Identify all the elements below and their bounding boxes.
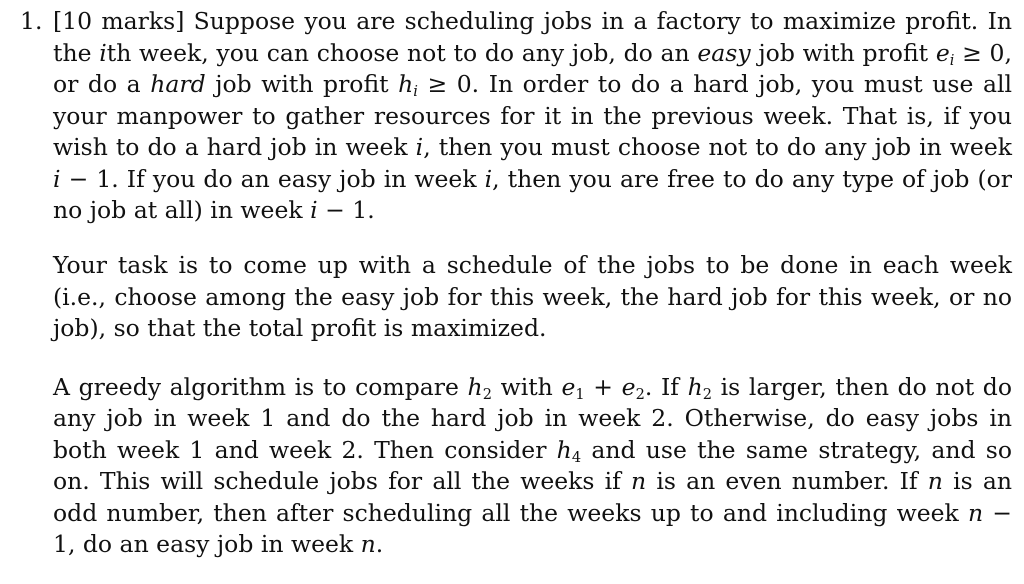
problem-block	[20, 6, 1012, 584]
math-subscript: 4	[571, 448, 582, 466]
text-run: ≥ 0, or do a	[53, 38, 1012, 98]
text-run: job with profit	[205, 70, 399, 98]
text-run: . If	[644, 372, 688, 401]
math-var: n	[927, 467, 943, 495]
math-var: i	[415, 133, 424, 161]
emphasis-easy: easy	[697, 38, 751, 67]
math-var: i	[53, 164, 61, 193]
text-run: .	[375, 530, 384, 558]
text-run: − 1, do an easy job in week	[53, 498, 1012, 558]
text-run: ≥ 0. In order to do a hard job, you must use all your manpower to gather resources for it in the previous week. That is, if you wish to do a hard job in week	[53, 70, 1012, 161]
math-var: n	[967, 498, 984, 527]
math-var: h	[467, 372, 483, 401]
math-var: e	[561, 372, 576, 401]
math-var: e	[621, 372, 636, 401]
math-var: i	[484, 164, 493, 193]
math-subscript: 2	[702, 385, 712, 403]
emphasis-hard: hard	[150, 70, 206, 98]
math-var: h	[556, 435, 572, 464]
math-var: e	[935, 38, 950, 67]
math-var: i	[99, 38, 107, 67]
marks-label: [10 marks]	[53, 7, 185, 35]
text-run: is an even number. If	[646, 467, 928, 495]
text-run: A greedy algorithm is to compare	[53, 372, 468, 401]
math-var: i	[310, 196, 318, 224]
text-run: th week, you can choose not to do any job, do an	[106, 38, 698, 67]
math-var: n	[631, 467, 647, 495]
text-run: is larger, then do not do any job in week 1 and do the hard job in week 2. Otherwise, do easy jobs in both week 1 and week 2. Then consider	[53, 372, 1012, 464]
math-subscript: 2	[482, 385, 492, 403]
text-run: job with profit	[750, 38, 936, 67]
math-subscript: i	[949, 51, 955, 69]
paragraph-greedy-algorithm	[53, 372, 1012, 561]
text-run: − 1. If you do an easy job in week	[60, 164, 485, 193]
text-run: Suppose you are scheduling jobs in a factory to maximize profit. In the	[53, 7, 1012, 67]
paragraph-problem-statement	[53, 6, 1012, 227]
math-operator: +	[584, 372, 622, 401]
question-number: 1.	[20, 7, 43, 35]
math-subscript: 2	[635, 385, 645, 403]
math-var: h	[687, 372, 703, 401]
paragraph-task: Your task is to come up with a schedule of the jobs to be done in each week (i.e., choose among the easy job for this week, the hard job for this week, or no job), so that the total profit is maximized.	[53, 251, 1012, 342]
text-run: − 1.	[317, 196, 375, 224]
text-run: , then you are free to do any type of job (or no job at all) in week	[53, 164, 1012, 224]
text-run: and use the same strategy, and so on. This will schedule jobs for all the weeks if	[53, 435, 1012, 495]
text-run: is an odd number, then after scheduling all the weeks up to and including week	[53, 467, 1012, 527]
math-var: h	[398, 70, 414, 98]
math-var: n	[360, 530, 376, 558]
math-subscript: 1	[575, 385, 585, 403]
math-subscript: i	[413, 83, 418, 101]
text-run: with	[491, 372, 562, 401]
text-run: , then you must choose not to do any job in week	[423, 133, 1012, 161]
